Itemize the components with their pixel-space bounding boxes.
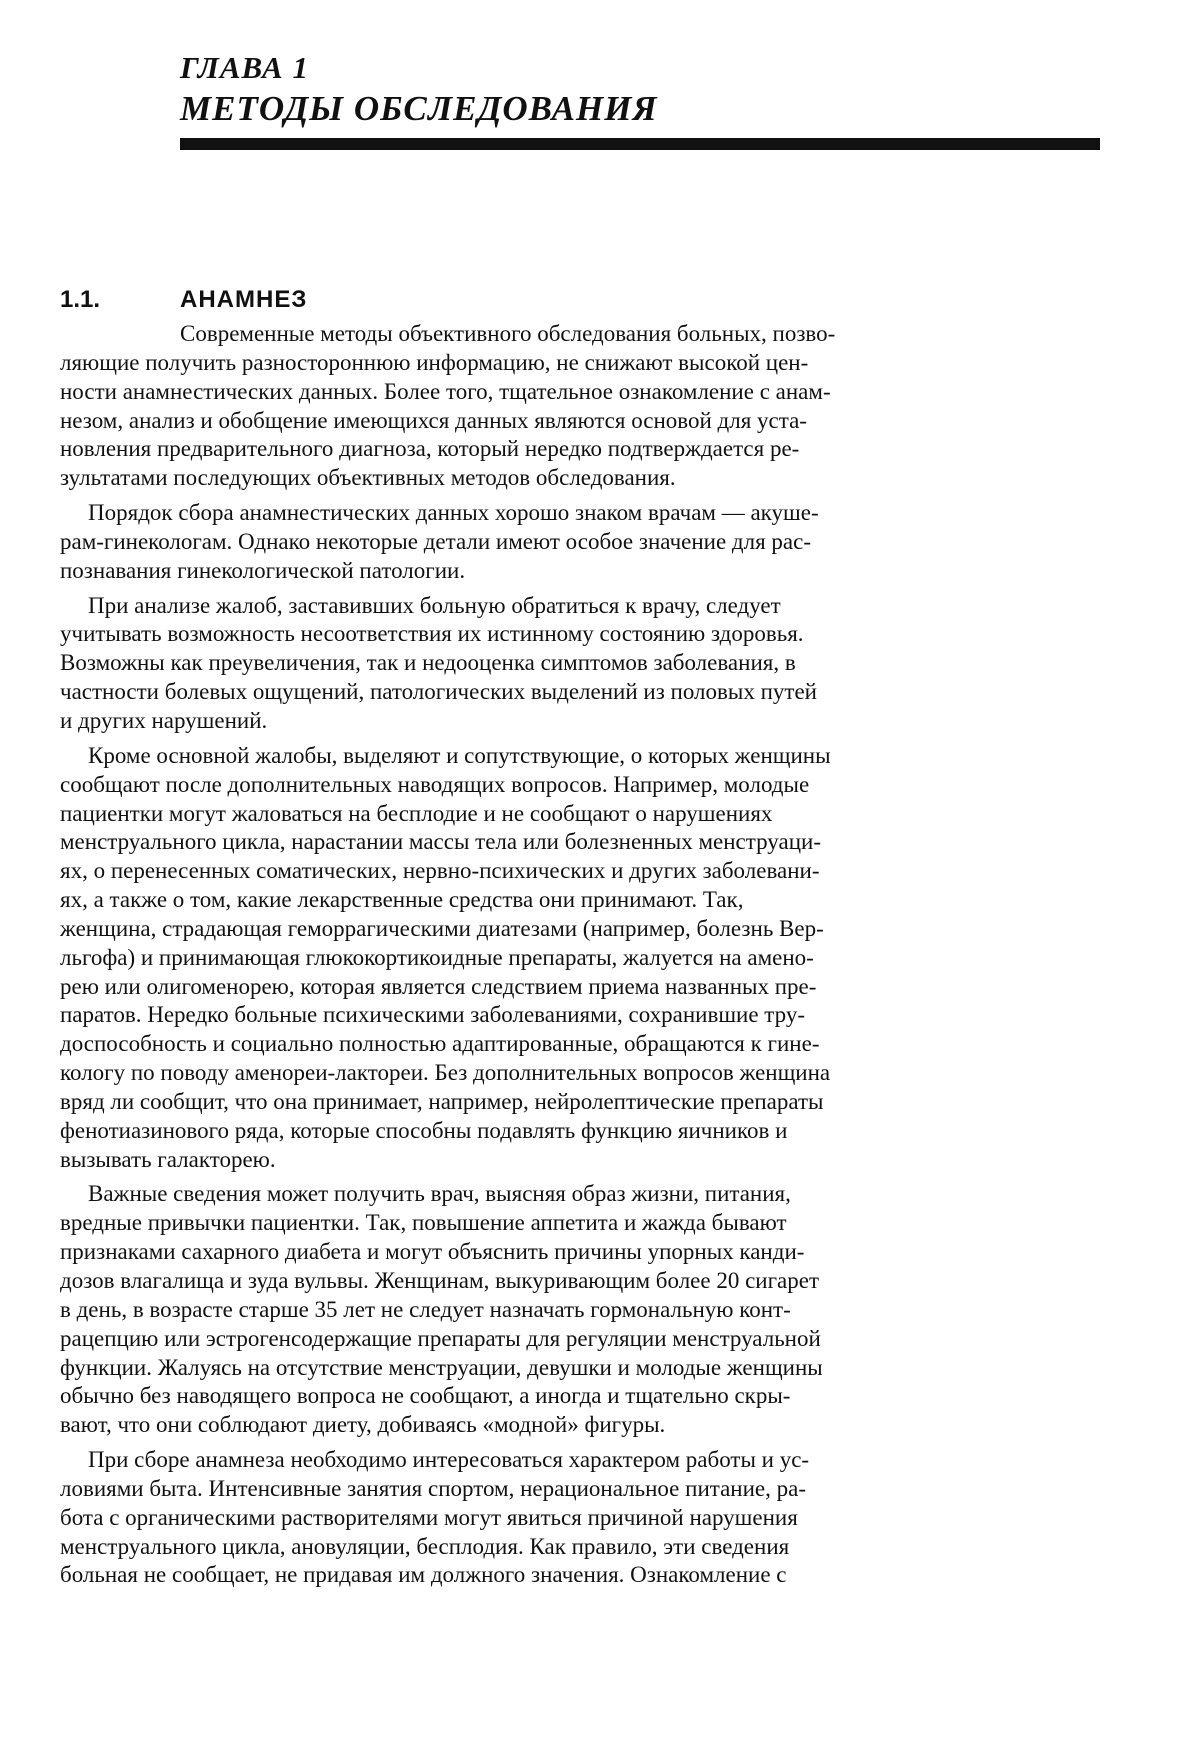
text-line: ловиями быта. Интенсивные занятия спортом, нерациональное питание, ра- <box>60 1475 806 1501</box>
text-line: дозов влагалища и зуда вульвы. Женщинам, выкуривающим более 20 сигарет <box>60 1268 820 1293</box>
text-line: бота с органическими растворителями могут явиться причиной нарушения <box>60 1504 798 1530</box>
text-line: сообщают после дополнительных наводящих вопросов. Например, молодые <box>60 771 810 797</box>
text-line: фенотиазинового ряда, которые способны подавлять функцию яичников и <box>60 1117 788 1143</box>
text-line: вают, что они соблюдают диету, добиваясь «модной» фигуры. <box>60 1412 666 1438</box>
text-line: функции. Жалуясь на отсутствие менструации, девушки и молодые женщины <box>60 1354 823 1380</box>
text-line: ности анамнестических данных. Более того, тщательное ознакомление с анам- <box>60 378 831 404</box>
text-line: Возможны как преувеличения, так и недооценка симптомов заболевания, в <box>60 650 796 676</box>
text-line: вредные привычки пациентки. Так, повышение аппетита и жажда бывают <box>60 1210 787 1236</box>
text-line: льгофа) и принимающая глюкокортикоидные препараты, жалуется на амено- <box>60 944 814 970</box>
text-line: ляющие получить разностороннюю информацию, не снижают высокой цен- <box>60 349 809 375</box>
text-line: пациентки могут жаловаться на бесплодие и не сообщают о нарушениях <box>60 800 773 826</box>
body-text <box>60 320 1100 1596</box>
text-line: рам-гинекологам. Однако некоторые детали имеют особое значение для рас- <box>60 528 812 554</box>
paragraph <box>60 1446 1100 1590</box>
text-line: обычно без наводящего вопроса не сообщают, а иногда и тщательно скры- <box>60 1383 791 1409</box>
text-line: кологу по поводу аменореи-лактореи. Без дополнительных вопросов женщина <box>60 1060 831 1086</box>
text-line: новления предварительного диагноза, который нередко подтверждается ре- <box>60 436 800 462</box>
paragraph <box>60 499 1100 586</box>
text-line: и других нарушений. <box>60 707 268 733</box>
text-line: Важные сведения может получить врач, выясняя образ жизни, питания, <box>88 1181 791 1207</box>
text-line: зультатами последующих объективных методов обследования. <box>60 465 676 491</box>
chapter-divider <box>180 138 1100 150</box>
text-line: больная не сообщает, не придавая им должного значения. Ознакомление с <box>60 1562 787 1588</box>
text-line: менструального цикла, нарастании массы тела или болезненных менструаци- <box>60 829 821 855</box>
paragraph <box>60 592 1100 736</box>
paragraph <box>60 742 1100 1175</box>
text-line: вряд ли сообщит, что она принимает, например, нейролептические препараты <box>60 1088 824 1114</box>
text-line: женщина, страдающая геморрагическими диатезами (например, болезнь Вер- <box>60 915 824 941</box>
section-title: АНАМНЕЗ <box>180 286 308 313</box>
text-line: Современные методы объективного обследования больных, позво- <box>180 321 836 346</box>
text-line: При сборе анамнеза необходимо интересоваться характером работы и ус- <box>88 1447 810 1473</box>
text-line: учитывать возможность несоответствия их истинному состоянию здоровья. <box>60 621 804 647</box>
text-line: доспособность и социально полностью адаптированные, обращаются к гине- <box>60 1031 820 1057</box>
paragraph <box>60 320 1100 493</box>
text-line: в день, в возрасте старше 35 лет не следует назначать гормональную конт- <box>60 1296 791 1322</box>
section-number: 1.1. <box>60 286 101 313</box>
text-line: При анализе жалоб, заставивших больную обратиться к врачу, следует <box>88 592 781 618</box>
text-line: признаками сахарного диабета и могут объяснить причины упорных канди- <box>60 1239 805 1265</box>
chapter-title: МЕТОДЫ ОБСЛЕДОВАНИЯ <box>180 89 658 128</box>
paragraph <box>60 1180 1100 1440</box>
text-line: познавания гинекологической патологии. <box>60 557 466 583</box>
text-line: ях, о перенесенных соматических, нервно-психических и других заболевани- <box>60 858 820 884</box>
text-line: рацепцию или эстрогенсодержащие препараты для регуляции менструальной <box>60 1325 821 1351</box>
text-line: менструального цикла, ановуляции, бесплодия. Как правило, эти сведения <box>60 1533 790 1559</box>
text-line: ях, а также о том, какие лекарственные средства они принимают. Так, <box>60 887 744 913</box>
text-line: рею или олигоменорею, которая является следствием приема названных пре- <box>60 973 817 999</box>
text-line: частности болевых ощущений, патологических выделений из половых путей <box>60 679 817 705</box>
text-line: Кроме основной жалобы, выделяют и сопутствующие, о которых женщины <box>88 742 831 768</box>
text-line: незом, анализ и обобщение имеющихся данных являются основой для уста- <box>60 407 807 433</box>
text-line: вызывать галакторею. <box>60 1146 276 1172</box>
text-line: паратов. Нередко больные психическими заболеваниями, сохранившие тру- <box>60 1002 805 1028</box>
text-line: Порядок сбора анамнестических данных хорошо знаком врачам — акуше- <box>88 500 819 526</box>
chapter-label: ГЛАВА 1 <box>180 50 309 85</box>
